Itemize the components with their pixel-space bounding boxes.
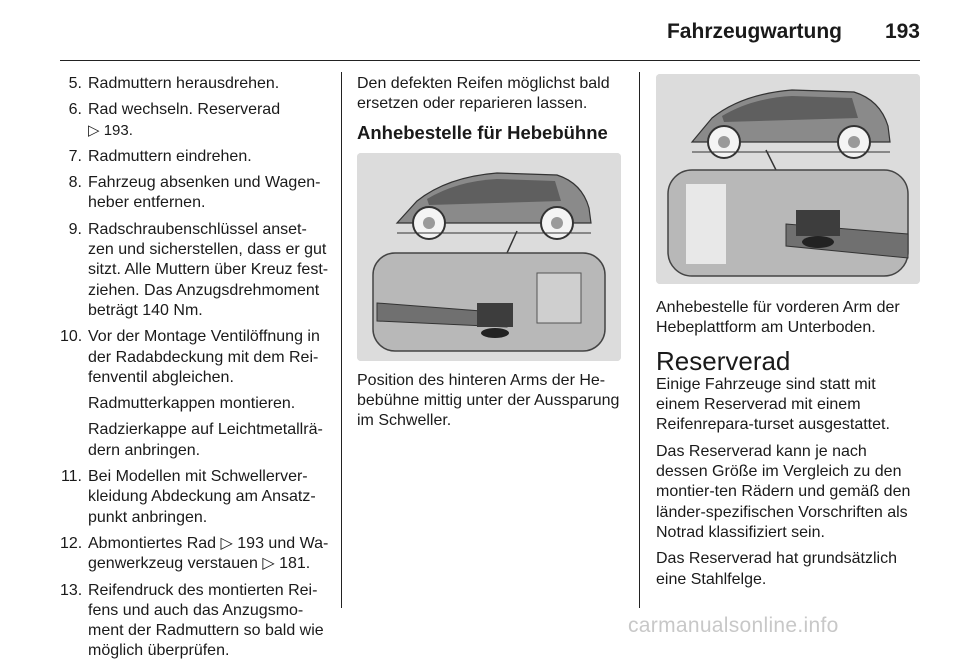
paragraph: Das Reserverad hat grundsätzlich eine Stahlfelge. [656,550,898,588]
list-item: 7. Radmuttern eindrehen. [68,147,252,165]
figure-front-lift-point [656,74,920,284]
heading-spare-wheel: Reserverad [656,345,791,376]
sub-step: Radzierkappe auf Leichtmetallrä-dern anbringen. [88,421,323,459]
triangle-right-icon[interactable]: ▷ [220,534,233,552]
car-lift-illustration [656,74,920,284]
list-item: 9. Radschraubenschlüssel anset-zen und sicherstellen, dass er gut sitzt. Alle Muttern über Kreuz fest-ziehen. Das Anzugsdrehmoment beträgt 140 Nm. [68,220,329,319]
list-item: 12. Abmontiertes Rad ▷ 193 und Wa-genwerkzeug verstauen ▷ 181. [60,534,329,573]
list-item: 13. Reifendruck des montierten Rei-fens und auch das Anzugsmo-ment der Radmuttern so bald wie möglich überprüfen. [60,581,324,660]
list-item: 8. Fahrzeug absenken und Wagen-heber entfernen. [68,174,321,212]
page-number: 193 [884,20,920,43]
figure-caption: Position des hinteren Arms der He-bebühne mittig unter der Aussparung im Schweller. [357,371,620,430]
column-middle [357,74,625,438]
figure-caption: Anhebestelle für vorderen Arm der Hebeplattform am Unterboden. [656,299,900,337]
list-item: 5. Radmuttern herausdrehen. [68,75,280,92]
list-item: 11. Bei Modellen mit Schwellerver-kleidung Abdeckung am Ansatz-punkt anbringen. [60,468,316,526]
column-left [60,74,332,668]
list-item: 10. Vor der Montage Ventilöffnung in der Radabdeckung mit dem Rei-fenventil abgleichen. Radmutterkappen montieren. Radzierkappe auf Leichtmetallrä-dern anbringen. [60,327,332,461]
column-right [656,74,922,596]
intro-paragraph: Den defekten Reifen möglichst bald ersetzen oder reparieren lassen. [357,75,610,113]
section-title: Fahrzeugwartung [666,20,842,43]
steps-list [60,74,332,662]
watermark: carmanualsonline.info [628,614,839,637]
paragraph: Das Reserverad kann je nach dessen Größe im Vergleich zu den montier-ten Rädern und gemäß den länder-spezifischen Vorschriften als Notrad klassifiziert sein. [656,442,911,541]
heading-lift-point: Anhebestelle für Hebebühne [357,121,608,143]
figure-rear-lift-point [357,153,621,361]
sub-step: Radmutterkappen montieren. [88,395,296,413]
car-lift-illustration [357,153,621,361]
column-divider-1 [341,72,342,608]
triangle-right-icon: ▷ [88,121,100,139]
page-header [60,0,920,61]
cross-reference[interactable]: ▷ 193. [88,121,133,139]
triangle-right-icon[interactable]: ▷ [262,555,275,573]
paragraph: Einige Fahrzeuge sind statt mit einem Reserverad mit einem Reifenrepara-turset ausgestattet. [656,375,890,434]
list-item: 6. Rad wechseln. Reserverad ▷ 193. [68,101,281,139]
column-divider-2 [639,72,640,608]
